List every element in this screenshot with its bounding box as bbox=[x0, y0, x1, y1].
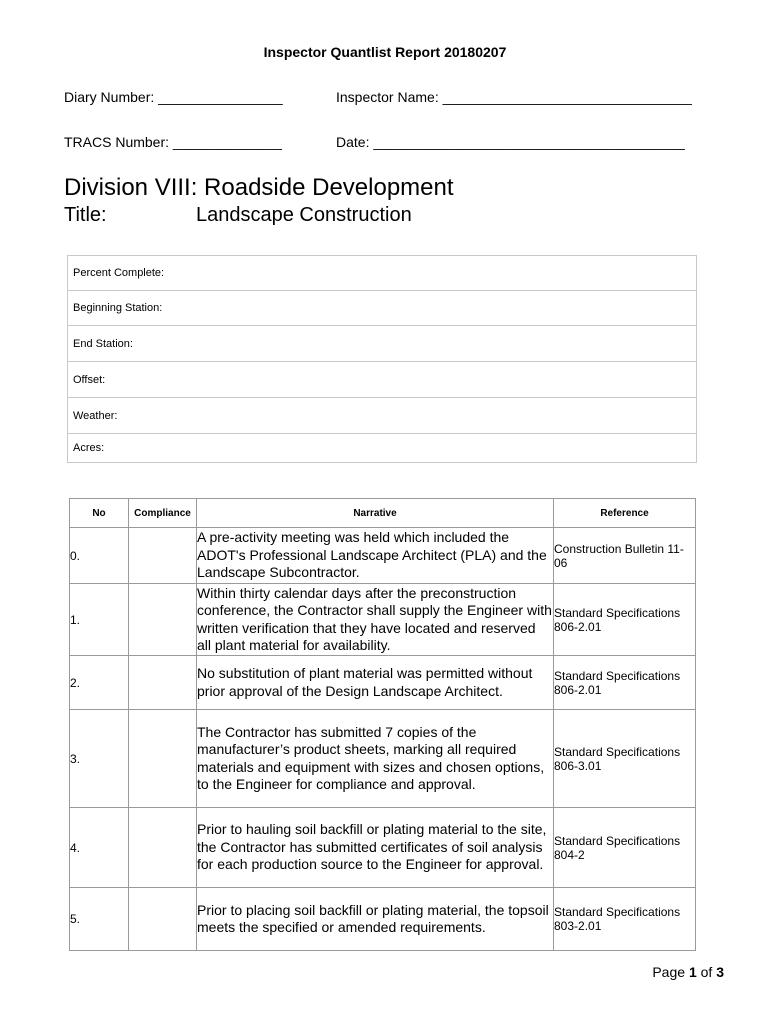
inspector-name-field: Inspector Name: ________________________________ bbox=[336, 89, 692, 105]
row-compliance[interactable] bbox=[129, 888, 197, 951]
row-narrative: Prior to hauling soil backfill or plating material to the site, the Contractor has submitted certificates of soil analysis for each production source to the Engineer for approval. bbox=[197, 808, 554, 888]
row-narrative: Within thirty calendar days after the preconstruction conference, the Contractor shall supply the Engineer with written verification that they have located and reserved all plant material for availability. bbox=[197, 584, 554, 656]
end-station-label: End Station: bbox=[73, 337, 133, 350]
end-station-row bbox=[68, 326, 696, 362]
title-value: Landscape Construction bbox=[196, 204, 412, 226]
row-narrative: The Contractor has submitted 7 copies of the manufacturer’s product sheets, marking all required materials and equipment with sizes and chosen options, to the Engineer for compliance and approval. bbox=[197, 710, 554, 808]
row-compliance[interactable] bbox=[129, 656, 197, 710]
diary-number-field: Diary Number: ________________ bbox=[64, 89, 283, 105]
row-compliance[interactable] bbox=[129, 528, 197, 584]
header-reference: Reference bbox=[554, 499, 696, 528]
quantlist-table bbox=[69, 498, 696, 951]
beginning-station-label: Beginning Station: bbox=[73, 302, 163, 314]
row-reference: Standard Specifications 804-2 bbox=[554, 808, 696, 888]
weather-row bbox=[68, 398, 696, 434]
row-narrative: Prior to placing soil backfill or plating material, the topsoil meets the specified or amended requirements. bbox=[197, 888, 554, 951]
row-reference: Standard Specifications 806-2.01 bbox=[554, 584, 696, 656]
offset-row bbox=[68, 362, 696, 398]
page-number bbox=[652, 964, 724, 980]
table-row bbox=[70, 584, 696, 656]
acres-row bbox=[68, 434, 696, 462]
table-row bbox=[70, 808, 696, 888]
header-narrative: Narrative bbox=[197, 499, 554, 528]
division-heading: Division VIII: Roadside Development bbox=[64, 174, 454, 201]
date-field: Date: ________________________________________ bbox=[336, 134, 685, 150]
row-narrative: No substitution of plant material was permitted without prior approval of the Design Landscape Architect. bbox=[197, 656, 554, 710]
beginning-station-row bbox=[68, 291, 696, 326]
table-row bbox=[70, 656, 696, 710]
row-no: 1. bbox=[70, 584, 129, 656]
page-total: 3 bbox=[716, 964, 724, 980]
offset-label: Offset: bbox=[73, 373, 106, 386]
row-compliance[interactable] bbox=[129, 808, 197, 888]
row-no: 0. bbox=[70, 528, 129, 584]
row-compliance[interactable] bbox=[129, 710, 197, 808]
tracs-number-field: TRACS Number: ______________ bbox=[64, 134, 282, 150]
percent-complete-label: Percent Complete: bbox=[73, 267, 165, 279]
row-reference: Standard Specifications 806-2.01 bbox=[554, 656, 696, 710]
table-row bbox=[70, 888, 696, 951]
row-no: 4. bbox=[70, 808, 129, 888]
page-prefix: Page bbox=[652, 964, 686, 980]
table-row bbox=[70, 710, 696, 808]
row-no: 2. bbox=[70, 656, 129, 710]
row-no: 3. bbox=[70, 710, 129, 808]
table-header-row bbox=[70, 499, 696, 528]
row-reference: Construction Bulletin 11-06 bbox=[554, 528, 696, 584]
info-box bbox=[67, 255, 697, 463]
row-reference: Standard Specifications 803-2.01 bbox=[554, 888, 696, 951]
row-reference: Standard Specifications 806-3.01 bbox=[554, 710, 696, 808]
row-narrative: A pre-activity meeting was held which included the ADOT's Professional Landscape Architect (PLA) and the Landscape Subcontractor. bbox=[197, 528, 554, 584]
acres-label: Acres: bbox=[73, 442, 105, 454]
header-compliance: Compliance bbox=[129, 499, 197, 528]
page-current: 1 bbox=[688, 964, 697, 980]
weather-label: Weather: bbox=[73, 409, 118, 422]
header-no: No bbox=[70, 499, 129, 528]
row-no: 5. bbox=[70, 888, 129, 951]
report-title: Inspector Quantlist Report 20180207 bbox=[263, 44, 507, 60]
percent-complete-row bbox=[68, 256, 696, 291]
row-compliance[interactable] bbox=[129, 584, 197, 656]
title-label: Title: bbox=[64, 204, 107, 226]
page-of: of bbox=[700, 964, 713, 980]
table-row bbox=[70, 528, 696, 584]
